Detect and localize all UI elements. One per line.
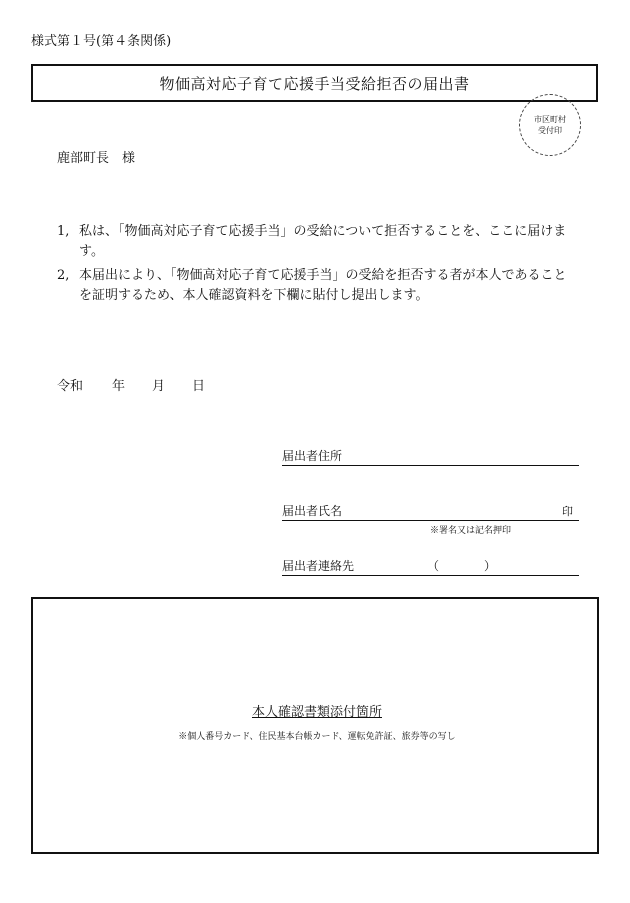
- stamp-line-1: 市区町村: [534, 115, 566, 124]
- date-era: 令和: [57, 379, 84, 394]
- contact-paren-open: （: [427, 559, 440, 573]
- contact-label: 届出者連絡先: [282, 559, 355, 573]
- item-text: 私は、「物価高対応子育て応援手当」の受給について拒否することを、ここに届けます。: [79, 224, 567, 259]
- statement-item-2: [57, 266, 577, 306]
- item-number: 2,: [57, 268, 70, 283]
- id-attachment-title-text: 本人確認書類添付箇所: [251, 705, 382, 720]
- seal-mark: 印: [562, 505, 573, 518]
- contact-field[interactable]: [282, 560, 579, 576]
- reception-stamp: [519, 94, 581, 156]
- id-attachment-area[interactable]: [31, 597, 599, 854]
- title-box: [31, 64, 598, 102]
- id-attachment-title: [33, 701, 601, 720]
- address-label: 届出者住所: [282, 449, 343, 463]
- signature-note: ※署名又は記名押印: [430, 526, 512, 536]
- item-number: 1,: [57, 224, 70, 239]
- statement-item-1: [57, 222, 577, 262]
- form-number: 様式第１号(第４条関係): [31, 34, 172, 49]
- address-field[interactable]: [282, 450, 579, 466]
- name-field[interactable]: [282, 505, 579, 521]
- id-attachment-subtitle: ※個人番号カード、住民基本台帳カード、運転免許証、旅券等の写し: [178, 732, 456, 742]
- date-month: 月: [152, 379, 166, 394]
- contact-paren-close: ）: [484, 559, 497, 573]
- item-text: 本届出により、「物価高対応子育て応援手当」の受給を拒否する者が本人であることを証明するため、本人確認資料を下欄に貼付し提出します。: [79, 268, 567, 303]
- date-year: 年: [112, 379, 126, 394]
- addressee: 鹿部町長 様: [57, 151, 136, 166]
- date-row: [57, 375, 205, 394]
- name-label: 届出者氏名: [282, 504, 343, 518]
- page-title: 物価高対応子育て応援手当受給拒否の届出書: [159, 74, 470, 93]
- stamp-line-2: 受付印: [538, 126, 562, 135]
- date-day: 日: [192, 379, 206, 394]
